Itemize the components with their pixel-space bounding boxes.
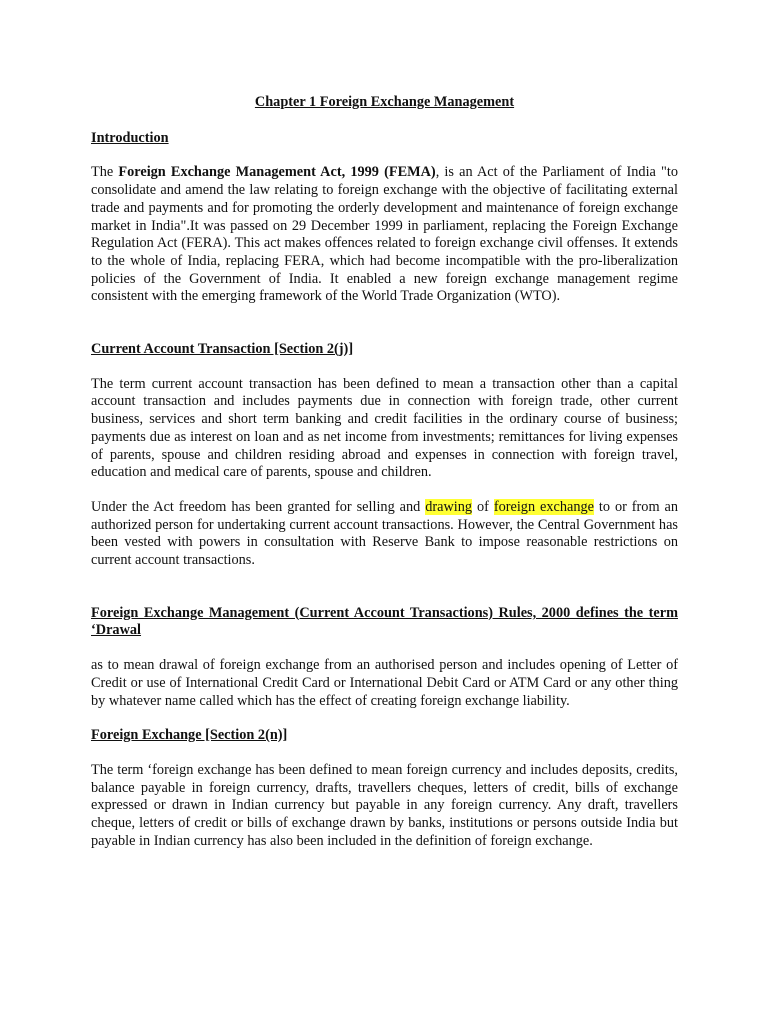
heading-introduction: Introduction: [91, 129, 169, 146]
intro-act-name: Foreign Exchange Management Act, 1999: [118, 164, 379, 181]
current-account-paragraph-2: [91, 499, 678, 570]
highlight-drawing: drawing: [425, 498, 473, 515]
highlight-foreign-exchange: foreign exchange: [493, 498, 594, 515]
current-account-paragraph-1: The term current account transaction has been defined to mean a transaction other than a capital account transaction and includes payments due in connection with foreign trade, other current business, services and short term banking and credit facilities in the ordinary course of business; payments due as interest on loan and as net income from investments; remittances for living expenses of parents, spouse and children residing abroad and expenses in connection with foreign travel, education and medical care of parents, spouse and children.: [91, 375, 678, 481]
heading-foreign-exchange: Foreign Exchange [Section 2(n)]: [91, 727, 288, 744]
ca-p2-lead: Under the Act freedom has been granted for selling and: [91, 498, 426, 515]
intro-lead: The: [91, 164, 119, 181]
introduction-paragraph: [91, 164, 678, 306]
heading-current-account: Current Account Transaction [Section 2(j)]: [91, 341, 354, 358]
chapter-title: Chapter 1 Foreign Exchange Management: [254, 94, 515, 110]
intro-rest: , is an Act of the Parliament of India "to consolidate and amend the law relating to foreign exchange with the objective of facilitating external trade and payments and for promoting the orderly development and maintenance of foreign exchange market in India".It was passed on 29 December 1999 in parliament, replacing the Foreign Exchange Regulation Act (FERA). This act makes offences related to foreign exchange civil offenses. It extends to the whole of India, replacing FERA, which had become incompatible with the pro-liberalization policies of the Government of India. It enabled a new foreign exchange management regime consistent with the emerging framework of the World Trade Organization (WTO).: [91, 164, 678, 305]
foreign-exchange-paragraph: The term ‘foreign exchange has been defined to mean foreign currency and includes deposits, credits, balance payable in foreign currency, drafts, travellers cheques, letters of credit, bills of exchange expressed or drawn in Indian currency but payable in any foreign currency. Any draft, travellers cheque, letters of credit or bills of exchange drawn by banks, institutions or persons outside India but payable in Indian currency has also been included in the definition of foreign exchange.: [91, 761, 678, 849]
drawal-paragraph: as to mean drawal of foreign exchange from an authorised person and includes opening of Letter of Credit or use of International Credit Card or International Debit Card or ATM Card or any other thing by whatever name called which has the effect of creating foreign exchange liability.: [91, 657, 678, 709]
intro-abbrev: (FEMA): [384, 164, 436, 181]
ca-p2-rest: to or from an authorized person for undertaking current account transactions. However, the Central Government has been vested with powers in consultation with Reserve Bank to impose reasonable restrictions on current account transactions.: [91, 498, 678, 569]
heading-drawal-rules: Foreign Exchange Management (Current Account Transactions) Rules, 2000 defines the term ‘Drawal: [91, 604, 678, 639]
ca-p2-mid: of: [472, 498, 494, 515]
document-page: [91, 86, 678, 851]
